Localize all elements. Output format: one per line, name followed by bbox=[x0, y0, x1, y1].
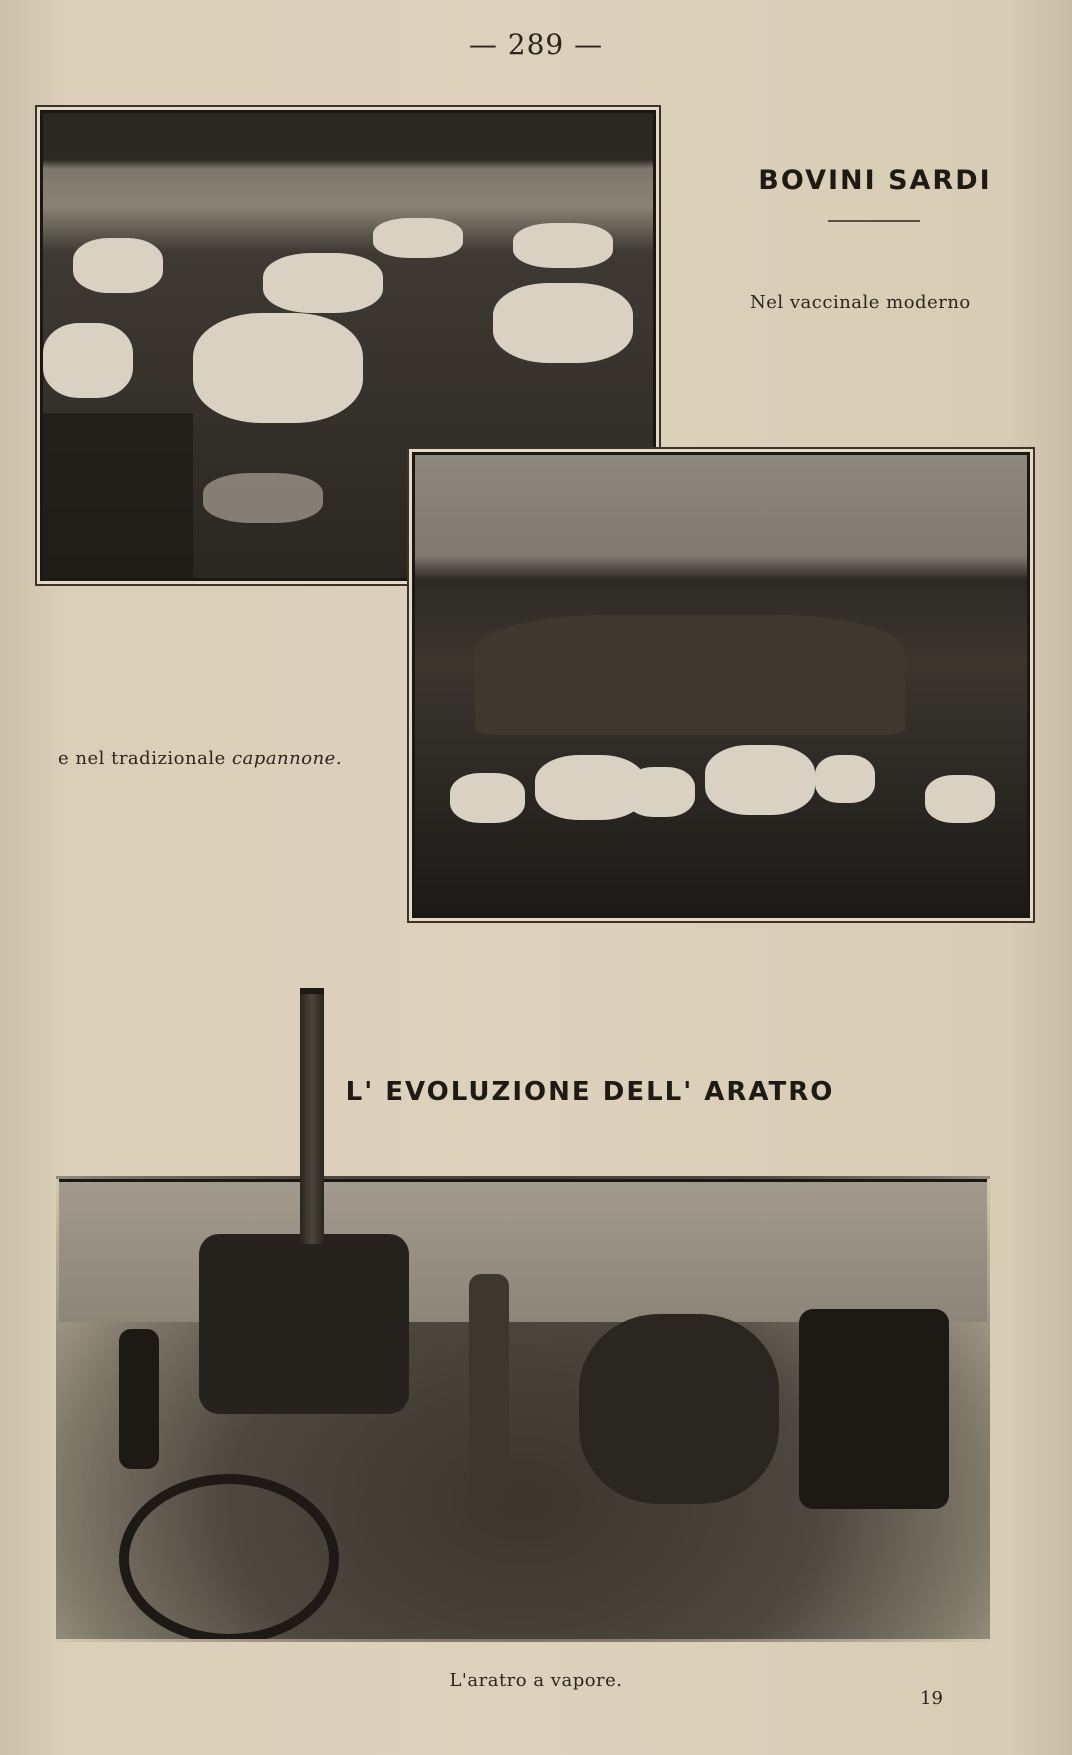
caption-traditional-hut bbox=[58, 748, 388, 769]
folio-number: 19 bbox=[920, 1688, 943, 1709]
section-title-bovini-sardi: BOVINI SARDI bbox=[758, 165, 992, 196]
steam-plough-photo bbox=[56, 1176, 990, 1642]
caption-modern-barn: Nel vaccinale moderno bbox=[750, 292, 971, 313]
steam-engine-chimney bbox=[300, 988, 324, 1244]
cattle-at-traditional-hut-photo bbox=[412, 452, 1030, 918]
title-rule bbox=[828, 220, 920, 222]
caption-traditional-hut-prefix: e nel tradizionale bbox=[58, 748, 232, 769]
page-number: — 289 — bbox=[468, 28, 604, 61]
caption-steam-plough: L'aratro a vapore. bbox=[449, 1670, 623, 1691]
section-title-evoluzione-aratro: L' EVOLUZIONE DELL' ARATRO bbox=[345, 1077, 835, 1107]
caption-traditional-hut-emphasis: capannone. bbox=[231, 748, 343, 769]
